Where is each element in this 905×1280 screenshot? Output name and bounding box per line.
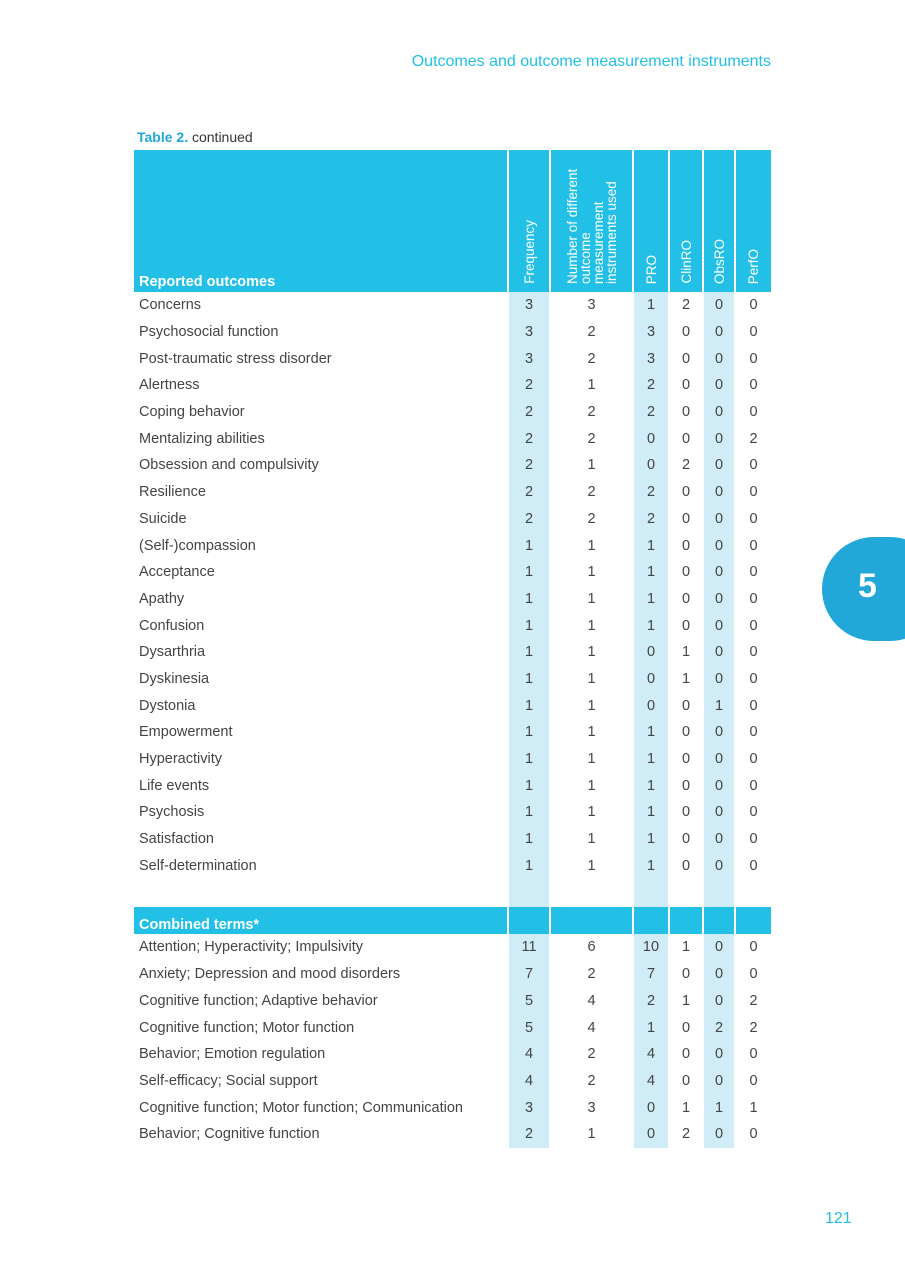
cell-value: 2 — [508, 506, 550, 533]
cell-value: 3 — [508, 292, 550, 319]
table-row — [134, 988, 771, 1015]
cell-value: 0 — [669, 559, 703, 586]
row-label: Confusion — [134, 612, 508, 639]
row-label: Apathy — [134, 586, 508, 613]
column-header: PRO — [633, 150, 669, 292]
table-row — [134, 319, 771, 346]
cell-value: 1 — [550, 612, 633, 639]
cell-value: 1 — [550, 772, 633, 799]
cell-value: 3 — [508, 319, 550, 346]
cell-value: 0 — [703, 1041, 735, 1068]
table-row — [134, 559, 771, 586]
column-header: Reported outcomes — [134, 150, 508, 292]
cell-value: 4 — [550, 988, 633, 1015]
cell-value: 0 — [703, 559, 735, 586]
cell-value: 1 — [669, 988, 703, 1015]
cell-value: 1 — [633, 1014, 669, 1041]
cell-value: 1 — [508, 559, 550, 586]
cell-value: 4 — [508, 1041, 550, 1068]
cell-value: 0 — [669, 852, 703, 879]
cell-value: 2 — [508, 425, 550, 452]
cell-value: 1 — [508, 586, 550, 613]
cell-value: 0 — [669, 345, 703, 372]
cell-value: 0 — [669, 1014, 703, 1041]
row-label: Cognitive function; Adaptive behavior — [134, 988, 508, 1015]
cell-value: 0 — [703, 506, 735, 533]
cell-value: 0 — [703, 479, 735, 506]
row-label: Attention; Hyperactivity; Impulsivity — [134, 934, 508, 961]
row-label: Satisfaction — [134, 826, 508, 853]
cell-value: 0 — [703, 612, 735, 639]
cell-value — [508, 879, 550, 907]
cell-value: 2 — [508, 399, 550, 426]
cell-value: 3 — [508, 1094, 550, 1121]
cell-value — [633, 879, 669, 907]
cell-value: 1 — [550, 532, 633, 559]
cell-value: 0 — [703, 746, 735, 773]
cell-value: 0 — [669, 479, 703, 506]
cell-value: 2 — [633, 372, 669, 399]
cell-value — [669, 879, 703, 907]
cell-value: 1 — [508, 612, 550, 639]
table-row — [134, 399, 771, 426]
cell-value: 0 — [749, 966, 758, 983]
cell-value: 1 — [669, 1094, 703, 1121]
cell-value: 4 — [508, 1068, 550, 1095]
cell-value: 1 — [669, 639, 703, 666]
cell-value: 0 — [749, 377, 758, 394]
cell-value: 0 — [749, 484, 758, 501]
row-label: Cognitive function; Motor function — [134, 1014, 508, 1041]
cell-value: 0 — [633, 452, 669, 479]
column-header: PerfO — [735, 150, 771, 292]
cell-value: 0 — [669, 692, 703, 719]
cell-value: 2 — [669, 292, 703, 319]
cell-value: 0 — [749, 1046, 758, 1063]
cell-value: 4 — [550, 1014, 633, 1041]
cell-value: 0 — [703, 452, 735, 479]
row-label: Psychosis — [134, 799, 508, 826]
cell-value: 0 — [669, 506, 703, 533]
column-header: Number of different outcome measurement instruments used — [550, 150, 633, 292]
cell-value: 1 — [633, 746, 669, 773]
cell-value: 1 — [508, 799, 550, 826]
row-label: Dystonia — [134, 692, 508, 719]
cell-value: 2 — [633, 399, 669, 426]
cell-value: 0 — [749, 724, 758, 741]
caption-label: Table 2. — [137, 129, 189, 145]
cell-value: 0 — [749, 697, 758, 714]
cell-value: 2 — [508, 479, 550, 506]
table-row — [134, 372, 771, 399]
column-header: ObsRO — [703, 150, 735, 292]
cell-value: 0 — [669, 772, 703, 799]
cell-value: 1 — [633, 559, 669, 586]
chapter-tab: 5 — [822, 537, 905, 641]
cell-value: 0 — [669, 586, 703, 613]
cell-value: 2 — [550, 961, 633, 988]
cell-value: 0 — [703, 1068, 735, 1095]
cell-value: 3 — [508, 345, 550, 372]
cell-value: 1 — [550, 852, 633, 879]
table-row — [134, 452, 771, 479]
cell-value: 0 — [749, 457, 758, 474]
cell-value: 2 — [749, 992, 758, 1009]
row-label: Obsession and compulsivity — [134, 452, 508, 479]
cell-value: 3 — [633, 345, 669, 372]
cell-value: 0 — [749, 510, 758, 527]
table-row — [134, 586, 771, 613]
cell-value: 0 — [749, 670, 758, 687]
cell-value: 0 — [633, 425, 669, 452]
cell-value: 6 — [550, 934, 633, 961]
cell-value: 4 — [633, 1068, 669, 1095]
cell-value: 11 — [508, 934, 550, 961]
cell-value: 1 — [633, 586, 669, 613]
cell-value: 1 — [633, 532, 669, 559]
cell-value: 0 — [703, 1121, 735, 1148]
row-label: Empowerment — [134, 719, 508, 746]
cell-value: 2 — [633, 988, 669, 1015]
cell-value: 0 — [749, 350, 758, 367]
cell-value: 2 — [550, 319, 633, 346]
table-caption — [137, 129, 253, 145]
table-row — [134, 879, 771, 907]
cell-value: 0 — [749, 564, 758, 581]
row-label: Life events — [134, 772, 508, 799]
cell-value: 0 — [703, 826, 735, 853]
cell-value: 7 — [508, 961, 550, 988]
cell-value: 2 — [508, 1121, 550, 1148]
cell-value: 5 — [508, 988, 550, 1015]
cell-value — [735, 907, 771, 934]
row-label: Dyskinesia — [134, 666, 508, 693]
row-label: Post-traumatic stress disorder — [134, 345, 508, 372]
cell-value: 1 — [749, 1099, 758, 1116]
cell-value: 1 — [508, 692, 550, 719]
row-label: Coping behavior — [134, 399, 508, 426]
cell-value: 1 — [550, 559, 633, 586]
cell-value: 3 — [550, 292, 633, 319]
cell-value: 1 — [669, 934, 703, 961]
cell-value: 1 — [633, 292, 669, 319]
cell-value: 0 — [749, 1072, 758, 1089]
cell-value: 1 — [703, 1094, 735, 1121]
cell-value: 1 — [550, 666, 633, 693]
cell-value: 0 — [749, 297, 758, 314]
column-header: ClinRO — [669, 150, 703, 292]
cell-value: 0 — [669, 372, 703, 399]
cell-value: 2 — [669, 1121, 703, 1148]
row-label: Hyperactivity — [134, 746, 508, 773]
cell-value: 2 — [633, 506, 669, 533]
cell-value: 0 — [749, 751, 758, 768]
table-row — [134, 852, 771, 879]
cell-value: 0 — [669, 826, 703, 853]
cell-value: 2 — [508, 452, 550, 479]
cell-value: 0 — [633, 666, 669, 693]
cell-value: 1 — [550, 639, 633, 666]
table-row — [134, 345, 771, 372]
cell-value: 1 — [550, 372, 633, 399]
table-row — [134, 639, 771, 666]
cell-value: 2 — [550, 479, 633, 506]
table-row — [134, 292, 771, 319]
cell-value: 1 — [550, 692, 633, 719]
cell-value: 0 — [703, 586, 735, 613]
page-number: 121 — [825, 1210, 852, 1227]
cell-value: 2 — [749, 430, 758, 447]
cell-value: 0 — [749, 324, 758, 341]
cell-value: 1 — [633, 826, 669, 853]
cell-value: 10 — [633, 934, 669, 961]
cell-value: 1 — [550, 719, 633, 746]
table-row — [134, 506, 771, 533]
cell-value: 0 — [703, 666, 735, 693]
cell-value: 0 — [749, 1126, 758, 1143]
caption-text: continued — [191, 129, 253, 145]
table-row — [134, 425, 771, 452]
row-label: Self-determination — [134, 852, 508, 879]
cell-value: 0 — [703, 988, 735, 1015]
cell-value: 0 — [633, 692, 669, 719]
column-header: Frequency — [508, 150, 550, 292]
cell-value — [550, 879, 633, 907]
cell-value: 0 — [633, 639, 669, 666]
cell-value: 0 — [669, 319, 703, 346]
cell-value: 2 — [550, 345, 633, 372]
row-label: Anxiety; Depression and mood disorders — [134, 961, 508, 988]
cell-value: 1 — [703, 692, 735, 719]
row-label: Resilience — [134, 479, 508, 506]
row-label: Cognitive function; Motor function; Communication — [134, 1094, 508, 1121]
table-row — [134, 961, 771, 988]
cell-value: 2 — [633, 479, 669, 506]
cell-value: 0 — [703, 399, 735, 426]
cell-value: 1 — [508, 772, 550, 799]
table-header-row — [134, 150, 771, 292]
cell-value: 0 — [703, 639, 735, 666]
cell-value: 1 — [550, 826, 633, 853]
cell-value: 4 — [633, 1041, 669, 1068]
cell-value: 1 — [633, 799, 669, 826]
table-row — [134, 934, 771, 961]
cell-value: 0 — [703, 772, 735, 799]
cell-value: 0 — [749, 831, 758, 848]
row-label: Mentalizing abilities — [134, 425, 508, 452]
row-label — [134, 879, 508, 907]
cell-value: 2 — [550, 425, 633, 452]
cell-value: 1 — [550, 586, 633, 613]
cell-value: 0 — [669, 961, 703, 988]
cell-value: 0 — [633, 1094, 669, 1121]
table-row — [134, 746, 771, 773]
row-label: Behavior; Emotion regulation — [134, 1041, 508, 1068]
cell-value: 0 — [703, 852, 735, 879]
cell-value: 1 — [508, 826, 550, 853]
table-row — [134, 799, 771, 826]
cell-value: 0 — [669, 612, 703, 639]
combined-terms-header — [134, 907, 771, 934]
cell-value: 0 — [703, 372, 735, 399]
cell-value: 0 — [749, 404, 758, 421]
table-row — [134, 692, 771, 719]
row-label: (Self-)compassion — [134, 532, 508, 559]
table-row — [134, 612, 771, 639]
row-label: Behavior; Cognitive function — [134, 1121, 508, 1148]
row-label: Self-efficacy; Social support — [134, 1068, 508, 1095]
cell-value: 0 — [669, 532, 703, 559]
table-row — [134, 772, 771, 799]
cell-value: 1 — [508, 719, 550, 746]
cell-value — [550, 907, 633, 934]
cell-value: 1 — [550, 452, 633, 479]
cell-value: 0 — [669, 746, 703, 773]
cell-value: 0 — [703, 799, 735, 826]
cell-value — [703, 907, 735, 934]
cell-value: 1 — [508, 532, 550, 559]
table-row — [134, 1014, 771, 1041]
table-row — [134, 1121, 771, 1148]
cell-value — [633, 907, 669, 934]
cell-value: 1 — [508, 639, 550, 666]
running-header: Outcomes and outcome measurement instruments — [411, 53, 771, 70]
cell-value: 0 — [749, 537, 758, 554]
cell-value: 1 — [550, 1121, 633, 1148]
cell-value: 1 — [550, 746, 633, 773]
cell-value: 2 — [550, 1041, 633, 1068]
cell-value: 0 — [669, 799, 703, 826]
section-header: Combined terms* — [134, 907, 508, 934]
cell-value — [735, 879, 771, 907]
cell-value: 0 — [703, 292, 735, 319]
cell-value: 1 — [633, 612, 669, 639]
outcomes-table — [134, 150, 771, 1148]
cell-value: 0 — [749, 617, 758, 634]
cell-value: 1 — [669, 666, 703, 693]
cell-value: 0 — [669, 1068, 703, 1095]
table-row — [134, 479, 771, 506]
cell-value: 0 — [633, 1121, 669, 1148]
cell-value: 2 — [550, 399, 633, 426]
cell-value: 0 — [703, 319, 735, 346]
cell-value: 0 — [749, 804, 758, 821]
cell-value: 1 — [508, 746, 550, 773]
row-label: Alertness — [134, 372, 508, 399]
row-label: Suicide — [134, 506, 508, 533]
cell-value: 0 — [703, 345, 735, 372]
cell-value: 1 — [633, 772, 669, 799]
row-label: Psychosocial function — [134, 319, 508, 346]
cell-value: 7 — [633, 961, 669, 988]
cell-value: 0 — [669, 399, 703, 426]
cell-value: 5 — [508, 1014, 550, 1041]
cell-value: 0 — [669, 719, 703, 746]
cell-value: 0 — [703, 425, 735, 452]
cell-value: 2 — [703, 1014, 735, 1041]
cell-value: 2 — [669, 452, 703, 479]
cell-value: 0 — [749, 777, 758, 794]
table-row — [134, 1041, 771, 1068]
cell-value — [508, 907, 550, 934]
cell-value: 0 — [703, 934, 735, 961]
cell-value — [703, 879, 735, 907]
cell-value: 0 — [749, 939, 758, 956]
table-row — [134, 1094, 771, 1121]
cell-value: 1 — [633, 852, 669, 879]
cell-value: 0 — [703, 719, 735, 746]
table-row — [134, 666, 771, 693]
row-label: Concerns — [134, 292, 508, 319]
table-row — [134, 532, 771, 559]
cell-value: 0 — [749, 644, 758, 661]
cell-value — [669, 907, 703, 934]
row-label: Acceptance — [134, 559, 508, 586]
cell-value: 0 — [749, 590, 758, 607]
table-row — [134, 719, 771, 746]
cell-value: 0 — [749, 857, 758, 874]
cell-value: 1 — [508, 852, 550, 879]
cell-value: 2 — [550, 506, 633, 533]
table-row — [134, 826, 771, 853]
row-label: Dysarthria — [134, 639, 508, 666]
cell-value: 1 — [550, 799, 633, 826]
cell-value: 0 — [669, 1041, 703, 1068]
cell-value: 2 — [550, 1068, 633, 1095]
cell-value: 0 — [703, 532, 735, 559]
cell-value: 0 — [703, 961, 735, 988]
cell-value: 2 — [508, 372, 550, 399]
cell-value: 1 — [508, 666, 550, 693]
cell-value: 2 — [749, 1019, 758, 1036]
cell-value: 1 — [633, 719, 669, 746]
table-row — [134, 1068, 771, 1095]
cell-value: 0 — [669, 425, 703, 452]
cell-value: 3 — [550, 1094, 633, 1121]
cell-value: 3 — [633, 319, 669, 346]
